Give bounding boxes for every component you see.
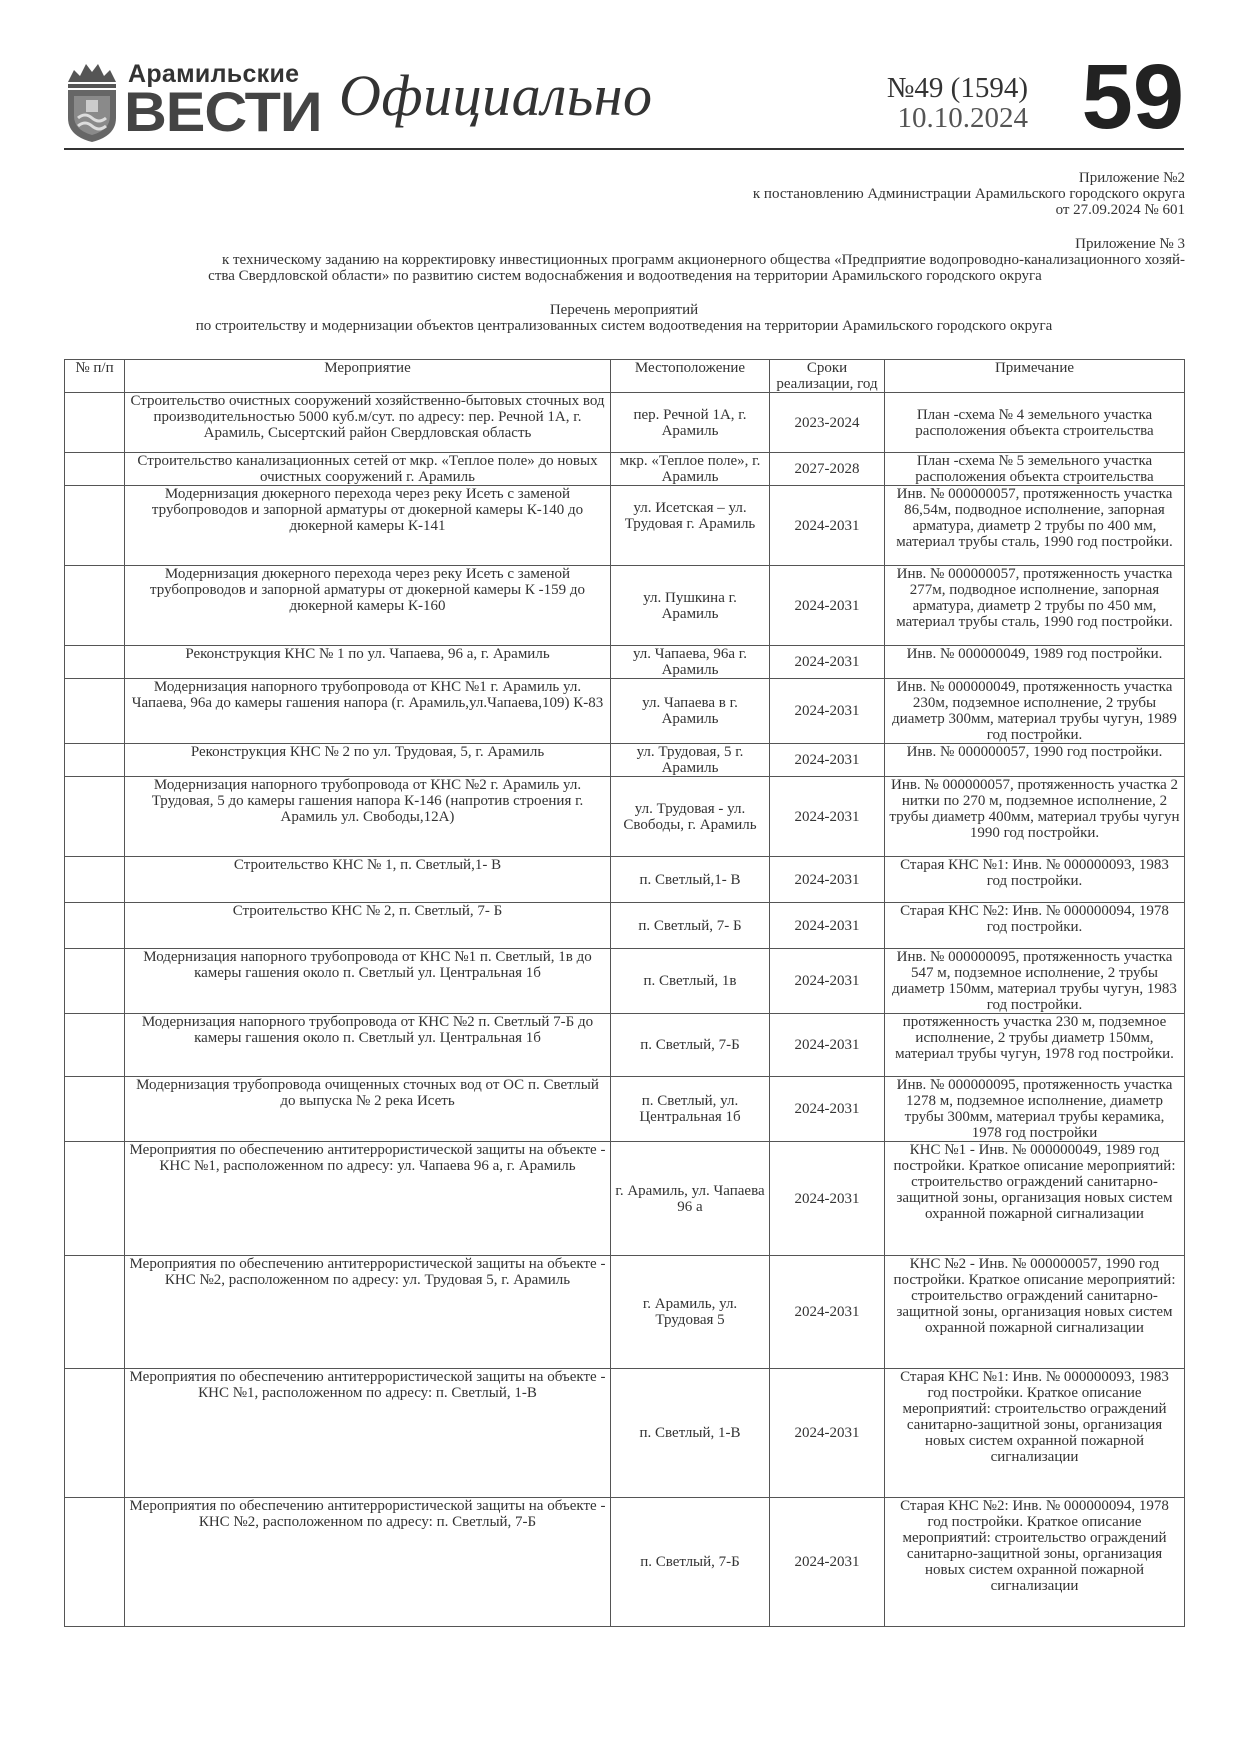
header-event: Мероприятие bbox=[125, 360, 611, 393]
row-num bbox=[65, 679, 125, 744]
appendix-technical-line3: ства Свердловской области» по развитию систем водоснабжения и водоотведения на территории Арамильского городского округа bbox=[208, 268, 1042, 284]
row-note: План -схема № 4 земельного участка расположения объекта строительства bbox=[885, 393, 1185, 453]
list-title bbox=[64, 302, 1184, 334]
row-note: Инв. № 000000095, протяженность участка 1278 м, подземное исполнение, диаметр трубы 300мм, материал трубы керамика, 1978 год постройки bbox=[885, 1077, 1185, 1142]
row-term: 2027-2028 bbox=[770, 453, 885, 486]
row-num bbox=[65, 453, 125, 486]
row-term: 2024-2031 bbox=[770, 566, 885, 646]
issue-date: 10.10.2024 bbox=[897, 102, 1028, 134]
row-term: 2024-2031 bbox=[770, 1256, 885, 1369]
brand-main-text: ВЕСТИ bbox=[124, 80, 322, 143]
row-location: ул. Трудовая, 5 г. Арамиль bbox=[611, 744, 770, 777]
table-row bbox=[65, 393, 1185, 453]
row-location: ул. Трудовая - ул. Свободы, г. Арамиль bbox=[611, 777, 770, 857]
header-num: № п/п bbox=[65, 360, 125, 393]
list-title-line2: по строительству и модернизации объектов централизованных систем водоотведения на территории Арамильского городского округа bbox=[195, 318, 1053, 334]
row-num bbox=[65, 949, 125, 1014]
row-event: Модернизация напорного трубопровода от КНС №2 г. Арамиль ул. Трудовая, 5 до камеры гашения напора К-146 (напротив строения г. Арамиль ул. Свободы,12А) bbox=[125, 777, 611, 857]
row-note: Старая КНС №1: Инв. № 000000093, 1983 год постройки. Краткое описание мероприятий: строительство ограждений санитарно-защитной зоны, организация новых систем охранной пожарной сигнализации bbox=[885, 1369, 1185, 1498]
row-num bbox=[65, 566, 125, 646]
row-note: Инв. № 000000057, протяженность участка 86,54м, подводное исполнение, запорная арматура, диаметр 2 трубы по 400 мм, материал трубы сталь, 1990 год постройки. bbox=[885, 486, 1185, 566]
row-num bbox=[65, 1142, 125, 1256]
row-location: п. Светлый, 1в bbox=[611, 949, 770, 1014]
row-term: 2024-2031 bbox=[770, 1077, 885, 1142]
row-event: Мероприятия по обеспечению антитеррористической защиты на объекте - КНС №2, расположенном по адресу: ул. Трудовая 5, г. Арамиль bbox=[125, 1256, 611, 1369]
row-event: Модернизация дюкерного перехода через реку Исеть с заменой трубопроводов и запорной арматуры от дюкерной камеры К -159 до дюкерной камеры К-160 bbox=[125, 566, 611, 646]
row-num bbox=[65, 857, 125, 903]
row-location: ул. Пушкина г. Арамиль bbox=[611, 566, 770, 646]
row-num bbox=[65, 903, 125, 949]
table-row bbox=[65, 453, 1185, 486]
table-row bbox=[65, 903, 1185, 949]
row-term: 2024-2031 bbox=[770, 646, 885, 679]
row-term: 2024-2031 bbox=[770, 1142, 885, 1256]
row-note: Старая КНС №2: Инв. № 000000094, 1978 год постройки. bbox=[885, 903, 1185, 949]
row-num bbox=[65, 744, 125, 777]
page-number: 59 bbox=[1081, 46, 1184, 148]
row-note: КНС №2 - Инв. № 000000057, 1990 год постройки. Краткое описание мероприятий: строительство ограждений санитарно-защитной зоны, организация новых систем охранной пожарной сигнализации bbox=[885, 1256, 1185, 1369]
table-row bbox=[65, 949, 1185, 1014]
header-divider bbox=[64, 148, 1184, 150]
row-event: Мероприятия по обеспечению антитеррористической защиты на объекте - КНС №2, расположенном по адресу: п. Светлый, 7-Б bbox=[125, 1498, 611, 1627]
table-row bbox=[65, 566, 1185, 646]
row-location: п. Светлый,1- В bbox=[611, 857, 770, 903]
brand-top-text: Арамильские bbox=[128, 60, 300, 88]
row-note: Старая КНС №1: Инв. № 000000093, 1983 год постройки. bbox=[885, 857, 1185, 903]
table-row bbox=[65, 1014, 1185, 1077]
row-event: Реконструкция КНС № 2 по ул. Трудовая, 5, г. Арамиль bbox=[125, 744, 611, 777]
row-location: ул. Чапаева, 96а г. Арамиль bbox=[611, 646, 770, 679]
row-event: Мероприятия по обеспечению антитеррористической защиты на объекте - КНС №1, расположенном по адресу: п. Светлый, 1-В bbox=[125, 1369, 611, 1498]
row-num bbox=[65, 1369, 125, 1498]
issue-number: №49 (1594) bbox=[886, 72, 1028, 104]
row-location: п. Светлый, 7-Б bbox=[611, 1014, 770, 1077]
row-location: п. Светлый, 7- Б bbox=[611, 903, 770, 949]
row-term: 2024-2031 bbox=[770, 486, 885, 566]
list-title-line1: Перечень мероприятий bbox=[549, 302, 699, 318]
table-row bbox=[65, 857, 1185, 903]
row-term: 2023-2024 bbox=[770, 393, 885, 453]
table-row bbox=[65, 1369, 1185, 1498]
appendix-technical-line2: к техническому заданию на корректировку инвестиционных программ акционерного общества «Предприятие водопроводно-канализационного хозяй- bbox=[221, 252, 1185, 268]
appendix-resolution bbox=[285, 170, 1185, 218]
appendix-technical-line1: Приложение № 3 bbox=[1075, 236, 1185, 252]
row-num bbox=[65, 646, 125, 679]
table-row bbox=[65, 1256, 1185, 1369]
row-term: 2024-2031 bbox=[770, 679, 885, 744]
crest-icon bbox=[64, 60, 120, 144]
table-header-row bbox=[65, 360, 1185, 393]
table-row bbox=[65, 646, 1185, 679]
section-title: Официально bbox=[339, 63, 653, 128]
row-event: Строительство КНС № 1, п. Светлый,1- В bbox=[125, 857, 611, 903]
row-location: г. Арамиль, ул. Чапаева 96 а bbox=[611, 1142, 770, 1256]
table-row bbox=[65, 679, 1185, 744]
header-location: Местоположение bbox=[611, 360, 770, 393]
row-term: 2024-2031 bbox=[770, 1014, 885, 1077]
header-term: Сроки реализации, год bbox=[770, 360, 885, 393]
row-num bbox=[65, 777, 125, 857]
row-event: Модернизация напорного трубопровода от КНС №2 п. Светлый 7-Б до камеры гашения около п. Светлый ул. Центральная 1б bbox=[125, 1014, 611, 1077]
table-row bbox=[65, 1498, 1185, 1627]
row-note: протяженность участка 230 м, подземное исполнение, 2 трубы диаметр 150мм, материал трубы чугун, 1978 год постройки. bbox=[885, 1014, 1185, 1077]
row-num bbox=[65, 486, 125, 566]
appendix-resolution-line2: к постановлению Администрации Арамильского городского округа bbox=[752, 186, 1185, 202]
table-row bbox=[65, 486, 1185, 566]
row-event: Строительство канализационных сетей от мкр. «Теплое поле» до новых очистных сооружений г. Арамиль bbox=[125, 453, 611, 486]
row-note: Старая КНС №2: Инв. № 000000094, 1978 год постройки. Краткое описание мероприятий: строительство ограждений санитарно-защитной зоны, организация новых систем охранной пожарной сигнализации bbox=[885, 1498, 1185, 1627]
row-location: пер. Речной 1А, г. Арамиль bbox=[611, 393, 770, 453]
row-location: ул. Чапаева в г. Арамиль bbox=[611, 679, 770, 744]
row-event: Модернизация трубопровода очищенных сточных вод от ОС п. Светлый до выпуска № 2 река Исеть bbox=[125, 1077, 611, 1142]
row-note: Инв. № 000000057, протяженность участка 277м, подводное исполнение, запорная арматура, диаметр 2 трубы по 450 мм, материал трубы сталь, 1990 год постройки. bbox=[885, 566, 1185, 646]
row-term: 2024-2031 bbox=[770, 857, 885, 903]
row-location: г. Арамиль, ул. Трудовая 5 bbox=[611, 1256, 770, 1369]
appendix-resolution-line1: Приложение №2 bbox=[1078, 170, 1185, 186]
row-term: 2024-2031 bbox=[770, 949, 885, 1014]
row-location: мкр. «Теплое поле», г. Арамиль bbox=[611, 453, 770, 486]
newspaper-logo bbox=[64, 60, 322, 146]
appendix-resolution-line3: от 27.09.2024 № 601 bbox=[1055, 202, 1185, 218]
row-event: Реконструкция КНС № 1 по ул. Чапаева, 96 а, г. Арамиль bbox=[125, 646, 611, 679]
row-event: Модернизация напорного трубопровода от КНС №1 п. Светлый, 1в до камеры гашения около п. Светлый ул. Центральная 1б bbox=[125, 949, 611, 1014]
row-num bbox=[65, 393, 125, 453]
row-num bbox=[65, 1014, 125, 1077]
row-num bbox=[65, 1498, 125, 1627]
table-row bbox=[65, 1142, 1185, 1256]
row-location: п. Светлый, 7-Б bbox=[611, 1498, 770, 1627]
row-note: Инв. № 000000095, протяженность участка 547 м, подземное исполнение, 2 трубы диаметр 150мм, материал трубы чугун, 1983 год постройки. bbox=[885, 949, 1185, 1014]
row-note: Инв. № 000000057, протяженность участка 2 нитки по 270 м, подземное исполнение, 2 трубы диаметр 400мм, материал трубы чугун 1990 год постройки. bbox=[885, 777, 1185, 857]
row-num bbox=[65, 1256, 125, 1369]
row-location: п. Светлый, 1-В bbox=[611, 1369, 770, 1498]
row-note: Инв. № 000000049, 1989 год постройки. bbox=[885, 646, 1185, 679]
table-row bbox=[65, 744, 1185, 777]
row-term: 2024-2031 bbox=[770, 777, 885, 857]
appendix-technical-task bbox=[65, 236, 1185, 284]
row-term: 2024-2031 bbox=[770, 744, 885, 777]
table-row bbox=[65, 1077, 1185, 1142]
row-term: 2024-2031 bbox=[770, 1498, 885, 1627]
header-note: Примечание bbox=[885, 360, 1185, 393]
row-term: 2024-2031 bbox=[770, 903, 885, 949]
row-event: Мероприятия по обеспечению антитеррористической защиты на объекте - КНС №1, расположенном по адресу: ул. Чапаева 96 а, г. Арамиль bbox=[125, 1142, 611, 1256]
row-event: Модернизация дюкерного перехода через реку Исеть с заменой трубопроводов и запорной арматуры от дюкерной камеры К-140 до дюкерной камеры К-141 bbox=[125, 486, 611, 566]
row-note: План -схема № 5 земельного участка расположения объекта строительства bbox=[885, 453, 1185, 486]
table-row bbox=[65, 777, 1185, 857]
masthead bbox=[64, 46, 1184, 148]
measures-table bbox=[64, 359, 1185, 1627]
row-term: 2024-2031 bbox=[770, 1369, 885, 1498]
row-note: Инв. № 000000049, протяженность участка 230м, подземное исполнение, 2 трубы диаметр 300мм, материал трубы чугун, 1989 год постройки. bbox=[885, 679, 1185, 744]
row-note: КНС №1 - Инв. № 000000049, 1989 год постройки. Краткое описание мероприятий: строительство ограждений санитарно-защитной зоны, организация новых систем охранной пожарной сигнализации bbox=[885, 1142, 1185, 1256]
row-location: п. Светлый, ул. Центральная 1б bbox=[611, 1077, 770, 1142]
row-event: Строительство очистных сооружений хозяйственно-бытовых сточных вод производительностью 5000 куб.м/сут. по адресу: пер. Речной 1А, г. Арамиль, Сысертский район Свердловская область bbox=[125, 393, 611, 453]
row-location: ул. Исетская – ул. Трудовая г. Арамиль bbox=[611, 486, 770, 566]
row-event: Строительство КНС № 2, п. Светлый, 7- Б bbox=[125, 903, 611, 949]
row-note: Инв. № 000000057, 1990 год постройки. bbox=[885, 744, 1185, 777]
row-num bbox=[65, 1077, 125, 1142]
row-event: Модернизация напорного трубопровода от КНС №1 г. Арамиль ул. Чапаева, 96а до камеры гашения напора (г. Арамиль,ул.Чапаева,109) К-83 bbox=[125, 679, 611, 744]
